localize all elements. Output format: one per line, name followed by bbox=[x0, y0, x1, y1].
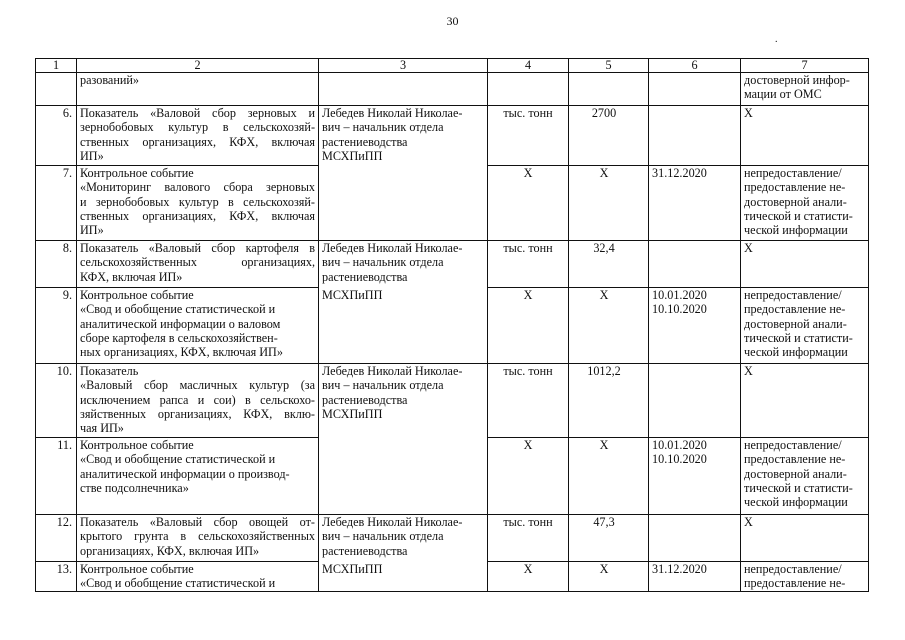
risk: достоверной инфор- мации от ОМС bbox=[741, 73, 869, 106]
header-col-4: 4 bbox=[488, 59, 569, 73]
event-name: Контрольное событие «Мониторинг валового сбора зерновых и зернобобовых культур в сельскохозяй- ственных организациях, КФХ, включая ИП» bbox=[77, 166, 319, 241]
unit: X bbox=[488, 438, 569, 515]
responsible bbox=[319, 438, 488, 515]
unit: тыс. тонн bbox=[488, 515, 569, 562]
header-col-5: 5 bbox=[569, 59, 649, 73]
value: X bbox=[569, 562, 649, 592]
date bbox=[649, 364, 741, 438]
responsible: МСХПиПП bbox=[319, 562, 488, 592]
risk: X bbox=[741, 241, 869, 288]
header-row bbox=[36, 59, 869, 73]
row-number: 6. bbox=[36, 106, 77, 166]
value: 47,3 bbox=[569, 515, 649, 562]
value: X bbox=[569, 288, 649, 364]
table-row bbox=[36, 166, 869, 241]
responsible bbox=[319, 166, 488, 241]
value: 2700 bbox=[569, 106, 649, 166]
row-number: 12. bbox=[36, 515, 77, 562]
unit bbox=[488, 73, 569, 106]
responsible bbox=[319, 73, 488, 106]
risk: X bbox=[741, 106, 869, 166]
responsible: Лебедев Николай Николае- вич – начальник отдела растениеводства МСХПиПП bbox=[319, 106, 488, 166]
event-name: Показатель «Валовой сбор зерновых и зернобобовых культур в сельскохозяй- ственных организациях, КФХ, включая ИП» bbox=[77, 106, 319, 166]
risk: непредоставление/ предоставление не- достоверной анали- тической и статисти- ческой информации bbox=[741, 166, 869, 241]
row-number: 9. bbox=[36, 288, 77, 364]
risk: непредоставление/ предоставление не- bbox=[741, 562, 869, 592]
header-col-2: 2 bbox=[77, 59, 319, 73]
date bbox=[649, 73, 741, 106]
unit: тыс. тонн bbox=[488, 106, 569, 166]
event-name: Контрольное событие «Свод и обобщение статистической и аналитической информации о производ- стве подсолнечника» bbox=[77, 438, 319, 515]
event-name: Показатель «Валовый сбор масличных культур (за исключением рапса и сои) в сельскохо- зяйственных организациях, КФХ, вклю- чая ИП» bbox=[77, 364, 319, 438]
risk: X bbox=[741, 364, 869, 438]
header-col-6: 6 bbox=[649, 59, 741, 73]
row-number: 8. bbox=[36, 241, 77, 288]
responsible: Лебедев Николай Николае- вич – начальник отдела растениеводства МСХПиПП bbox=[319, 364, 488, 438]
date bbox=[649, 241, 741, 288]
value: X bbox=[569, 438, 649, 515]
header-col-7: 7 bbox=[741, 59, 869, 73]
date bbox=[649, 106, 741, 166]
value bbox=[569, 73, 649, 106]
row-number: 13. bbox=[36, 562, 77, 592]
row-number: 7. bbox=[36, 166, 77, 241]
unit: тыс. тонн bbox=[488, 364, 569, 438]
unit: X bbox=[488, 166, 569, 241]
row-number: 10. bbox=[36, 364, 77, 438]
risk: непредоставление/ предоставление не- достоверной анали- тической и статисти- ческой информации bbox=[741, 438, 869, 515]
value: X bbox=[569, 166, 649, 241]
table-row bbox=[36, 438, 869, 515]
plan-table bbox=[35, 58, 869, 592]
date: 10.01.2020 10.10.2020 bbox=[649, 288, 741, 364]
table-row bbox=[36, 106, 869, 166]
event-name: Показатель «Валовый сбор овощей от- крытого грунта в сельскохозяйственных организациях, КФХ, включая ИП» bbox=[77, 515, 319, 562]
row-number: 11. bbox=[36, 438, 77, 515]
responsible: Лебедев Николай Николае- вич – начальник отдела растениеводства bbox=[319, 515, 488, 562]
table-row bbox=[36, 364, 869, 438]
date bbox=[649, 515, 741, 562]
page-number: 30 bbox=[446, 14, 459, 28]
responsible: МСХПиПП bbox=[319, 288, 488, 364]
date: 31.12.2020 bbox=[649, 562, 741, 592]
unit: X bbox=[488, 288, 569, 364]
date: 10.01.2020 10.10.2020 bbox=[649, 438, 741, 515]
unit: X bbox=[488, 562, 569, 592]
risk: X bbox=[741, 515, 869, 562]
risk: непредоставление/ предоставление не- достоверной анали- тической и статисти- ческой информации bbox=[741, 288, 869, 364]
value: 32,4 bbox=[569, 241, 649, 288]
row-number bbox=[36, 73, 77, 106]
value: 1012,2 bbox=[569, 364, 649, 438]
page-mark: . bbox=[775, 34, 778, 45]
date: 31.12.2020 bbox=[649, 166, 741, 241]
table-row bbox=[36, 241, 869, 288]
unit: тыс. тонн bbox=[488, 241, 569, 288]
event-name: Контрольное событие «Свод и обобщение статистической и bbox=[77, 562, 319, 592]
event-name: разований» bbox=[77, 73, 319, 106]
header-col-3: 3 bbox=[319, 59, 488, 73]
table-row bbox=[36, 73, 869, 106]
table-row bbox=[36, 288, 869, 364]
event-name: Показатель «Валовый сбор картофеля в сельскохозяйственных организациях, КФХ, включая ИП» bbox=[77, 241, 319, 288]
table-row bbox=[36, 562, 869, 592]
event-name: Контрольное событие «Свод и обобщение статистической и аналитической информации о валовом сборе картофеля в сельскохозяйствен- ных организациях, КФХ, включая ИП» bbox=[77, 288, 319, 364]
header-col-1: 1 bbox=[36, 59, 77, 73]
table-row bbox=[36, 515, 869, 562]
responsible: Лебедев Николай Николае- вич – начальник отдела растениеводства bbox=[319, 241, 488, 288]
